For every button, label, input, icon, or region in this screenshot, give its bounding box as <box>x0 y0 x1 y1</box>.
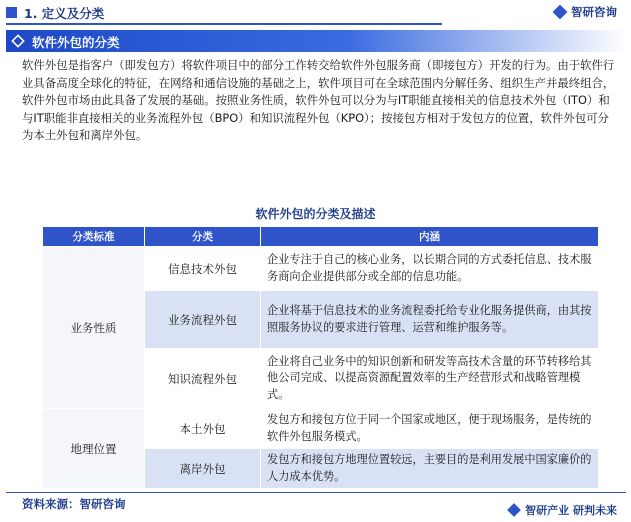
header-meaning: 内涵 <box>261 227 599 247</box>
source-note: 资料来源：智研咨询 <box>22 497 126 511</box>
brand-slogan: 智研产业 研判未来 <box>525 504 617 517</box>
type-cell: 离岸外包 <box>145 449 261 489</box>
section-title: 1. 定义及分类 <box>24 6 105 21</box>
table-title: 软件外包的分类及描述 <box>255 207 376 221</box>
footer-divider <box>6 492 626 493</box>
intro-paragraph: 软件外包是指客户（即发包方）将软件项目中的部分工作转交给软件外包服务商（即接包方）开发的行为。由于软件行业具备高度全球化的特征，在网络和通信设施的基础之上，软件项目可在全球范围内分解任务、组织生产并最终组合，软件外包市场由此具备了发展的基础。按照业务性质，软件外包可以分为与IT职能直接相关的信息技术外包（ITO）和与IT职能非直接相关的业务流程外包（BPO）和知识流程外包（KPO）；按接包方相对于发包方的位置，软件外包可分为本土外包和离岸外包。 <box>22 58 615 143</box>
desc-cell: 发包方和接包方位于同一个国家或地区，便于现场服务，是传统的软件外包服务模式。 <box>261 409 599 449</box>
header-category: 分类标准 <box>43 227 145 247</box>
type-cell: 知识流程外包 <box>145 349 261 409</box>
diamond-icon <box>11 34 25 48</box>
table-row <box>43 409 599 449</box>
table-row <box>43 247 599 291</box>
logo-text: 智研咨询 <box>571 5 617 19</box>
classification-table <box>42 226 599 489</box>
table-header-row <box>43 227 599 247</box>
logo <box>553 4 617 20</box>
top-divider <box>6 23 442 25</box>
category-cell: 地理位置 <box>43 409 145 489</box>
banner-title: 软件外包的分类 <box>32 35 120 50</box>
section-banner <box>6 30 626 52</box>
desc-cell: 发包方和接包方地理位置较远，主要目的是利用发展中国家廉价的人力成本优势。 <box>261 449 599 489</box>
logo-icon <box>553 5 568 20</box>
brand-logo-icon <box>507 503 521 517</box>
header-type: 分类 <box>145 227 261 247</box>
footer <box>0 490 631 522</box>
type-cell: 信息技术外包 <box>145 247 261 291</box>
desc-cell: 企业专注于自己的核心业务，以长期合同的方式委托信息、技术服务商向企业提供部分或全部的信息功能。 <box>261 247 599 291</box>
category-cell: 业务性质 <box>43 247 145 409</box>
desc-cell: 企业将自己业务中的知识创新和研发等高技术含量的环节转移给其他公司完成、以提高资源配置效率的生产经营形式和战略管理模式。 <box>261 349 599 409</box>
footer-brand <box>507 502 617 518</box>
type-cell: 本土外包 <box>145 409 261 449</box>
desc-cell: 企业将基于信息技术的业务流程委托给专业化服务提供商，由其按照服务协议的要求进行管理、运营和维护服务等。 <box>261 291 599 349</box>
section-marker-icon <box>6 7 17 18</box>
type-cell: 业务流程外包 <box>145 291 261 349</box>
top-bar <box>0 0 631 26</box>
